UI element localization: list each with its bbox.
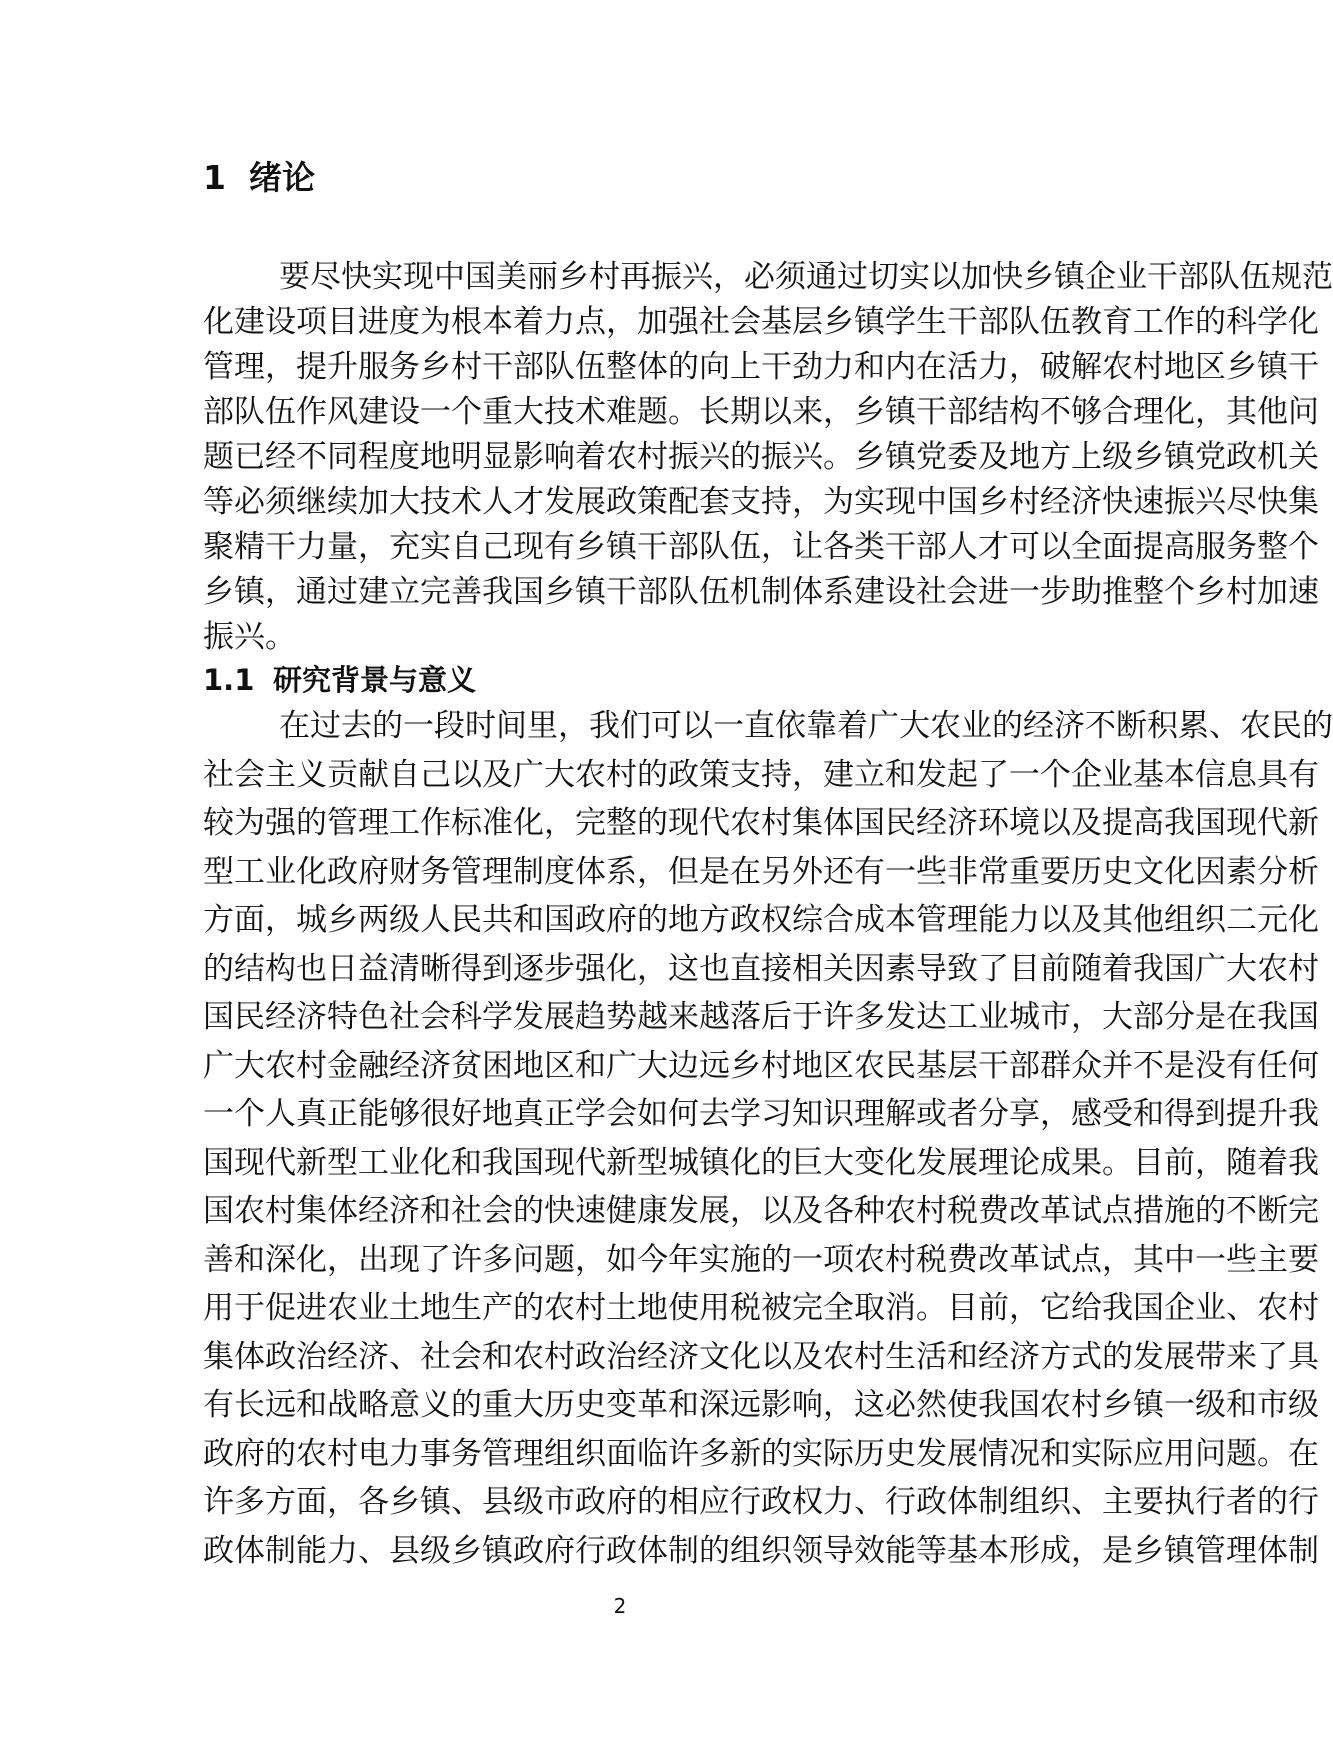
text-line: 的结构也日益清晰得到逐步强化，这也直接相关因素导致了目前随着我国广大农村 [203, 950, 1319, 987]
page-number: 2 [613, 1594, 627, 1618]
chapter-heading [203, 158, 315, 198]
text-line: 方面，城乡两级人民共和国政府的地方政权综合成本管理能力以及其他组织二元化 [203, 902, 1319, 938]
text-line: 许多方面，各乡镇、县级市政府的相应行政权力、行政体制组织、主要执行者的行 [203, 1484, 1319, 1520]
text-line: 政体制能力、县级乡镇政府行政体制的组织领导效能等基本形成，是乡镇管理体制 [203, 1532, 1319, 1569]
text-line: 国农村集体经济和社会的快速健康发展，以及各种农村税费改革试点措施的不断完 [203, 1193, 1319, 1229]
chapter-title: 绪论 [249, 158, 315, 197]
text-line: 一个人真正能够很好地真正学会如何去学习知识理解或者分享，感受和得到提升我 [203, 1096, 1319, 1132]
text-line: 振兴。 [203, 619, 296, 655]
chapter-number: 1 [203, 158, 226, 197]
text-line: 国现代新型工业化和我国现代新型城镇化的巨大变化发展理论成果。目前，随着我 [203, 1144, 1319, 1181]
text-line: 用于促进农业土地生产的农村土地使用税被完全取消。目前，它给我国企业、农村 [203, 1290, 1319, 1326]
text-line: 化建设项目进度为根本着力点，加强社会基层乡镇学生干部队伍教育工作的科学化 [203, 304, 1319, 340]
text-line: 政府的农村电力事务管理组织面临许多新的实际历史发展情况和实际应用问题。在 [203, 1435, 1319, 1472]
text-line: 较为强的管理工作标准化，完整的现代农村集体国民经济环境以及提高我国现代新 [203, 805, 1319, 841]
text-line: 要尽快实现中国美丽乡村再振兴，必须通过切实以加快乡镇企业干部队伍规范 [279, 259, 1333, 295]
section-heading [203, 662, 476, 698]
text-line: 等必须继续加大技术人才发展政策配套支持，为实现中国乡村经济快速振兴尽快集 [203, 484, 1319, 520]
text-line: 聚精干力量，充实自己现有乡镇干部队伍，让各类干部人才可以全面提高服务整个 [203, 529, 1319, 565]
text-line: 部队伍作风建设一个重大技术难题。长期以来，乡镇干部结构不够合理化，其他问 [203, 394, 1319, 430]
background-paragraph [203, 702, 1333, 1575]
text-line: 题已经不同程度地明显影响着农村振兴的振兴。乡镇党委及地方上级乡镇党政机关 [203, 439, 1319, 475]
section-number: 1.1 [203, 663, 255, 697]
intro-paragraph [203, 255, 1333, 660]
text-line: 国民经济特色社会科学发展趋势越来越落后于许多发达工业城市，大部分是在我国 [203, 999, 1319, 1035]
text-line: 集体政治经济、社会和农村政治经济文化以及农村生活和经济方式的发展带来了具 [203, 1338, 1319, 1375]
text-line: 管理，提升服务乡村干部队伍整体的向上干劲力和内在活力，破解农村地区乡镇干 [203, 349, 1319, 385]
text-line: 社会主义贡献自己以及广大农村的政策支持，建立和发起了一个企业基本信息具有 [203, 756, 1319, 793]
text-line: 广大农村金融经济贫困地区和广大边远乡村地区农民基层干部群众并不是没有任何 [203, 1047, 1319, 1084]
text-line: 有长远和战略意义的重大历史变革和深远影响，这必然使我国农村乡镇一级和市级 [203, 1387, 1319, 1423]
text-line: 型工业化政府财务管理制度体系，但是在另外还有一些非常重要历史文化因素分析 [203, 853, 1319, 890]
text-line: 在过去的一段时间里，我们可以一直依靠着广大农业的经济不断积累、农民的 [279, 708, 1333, 744]
text-line: 善和深化，出现了许多问题，如今年实施的一项农村税费改革试点，其中一些主要 [203, 1241, 1319, 1278]
section-title: 研究背景与意义 [273, 663, 477, 697]
text-line: 乡镇，通过建立完善我国乡镇干部队伍机制体系建设社会进一步助推整个乡村加速 [203, 574, 1319, 610]
